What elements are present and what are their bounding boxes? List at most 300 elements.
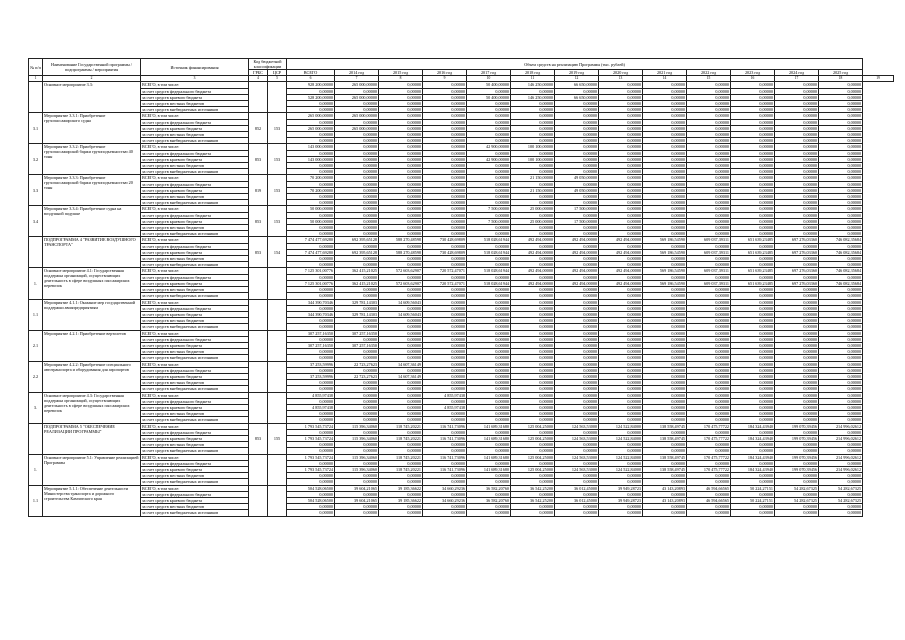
table-row bbox=[29, 318, 894, 324]
amount-cell: 307 257,16350 bbox=[287, 342, 335, 348]
column-index-cell: 7 bbox=[335, 76, 379, 82]
amount-cell: 0,00000 bbox=[819, 82, 863, 88]
column-index-cell: 9 bbox=[423, 76, 467, 82]
amount-cell: 0,00000 bbox=[379, 336, 423, 342]
amount-cell: 0,00000 bbox=[687, 442, 731, 448]
amount-cell: 0,00000 bbox=[467, 101, 511, 107]
amount-cell: 569 186,54590 bbox=[643, 268, 687, 274]
amount-cell: 0,00000 bbox=[467, 349, 511, 355]
amount-cell: 0,00000 bbox=[511, 442, 555, 448]
amount-cell: 492 494,00000 bbox=[599, 249, 643, 255]
amount-cell: 0,00000 bbox=[335, 175, 379, 181]
source-label: ВСЕГО, в том числе: bbox=[141, 144, 249, 150]
amount-cell: 0,00000 bbox=[775, 150, 819, 156]
amount-cell: 0,00000 bbox=[511, 101, 555, 107]
amount-cell: 0,00000 bbox=[379, 175, 423, 181]
amount-cell: 0,00000 bbox=[731, 355, 775, 361]
amount-cell: 0,00000 bbox=[467, 404, 511, 410]
amount-cell: 0,00000 bbox=[599, 311, 643, 317]
header-year: 2020 год bbox=[599, 70, 643, 76]
table-body bbox=[29, 76, 894, 516]
amount-cell: 0,00000 bbox=[731, 293, 775, 299]
source-label: за счет средств федерального бюджета bbox=[141, 212, 249, 218]
source-label: за счет средств местных бюджетов bbox=[141, 442, 249, 448]
amount-cell: 66 650,00000 bbox=[555, 94, 599, 100]
code-grbs: 852 bbox=[249, 113, 268, 144]
amount-cell: 0,00000 bbox=[555, 156, 599, 162]
amount-cell: 0,00000 bbox=[423, 398, 467, 404]
row-name: Мероприятие 3.3.4: Приобретение судна на воздушной подушке bbox=[43, 206, 141, 237]
amount-cell: 0,00000 bbox=[687, 187, 731, 193]
amount-cell: 0,00000 bbox=[687, 336, 731, 342]
amount-cell: 0,00000 bbox=[423, 101, 467, 107]
amount-cell: 125 004,25000 bbox=[511, 466, 555, 472]
source-label: за счет средств краевого бюджета bbox=[141, 218, 249, 224]
amount-cell: 0,00000 bbox=[819, 373, 863, 379]
amount-cell: 0,00000 bbox=[379, 398, 423, 404]
amount-cell: 0,00000 bbox=[423, 181, 467, 187]
amount-cell: 0,00000 bbox=[335, 318, 379, 324]
amount-cell: 0,00000 bbox=[775, 218, 819, 224]
row-number: 3.2 bbox=[29, 144, 43, 175]
amount-cell: 0,00000 bbox=[687, 101, 731, 107]
column-index-cell: 3 bbox=[141, 76, 249, 82]
amount-cell: 0,00000 bbox=[643, 212, 687, 218]
amount-cell: 0,00000 bbox=[467, 274, 511, 280]
amount-cell: 0,00000 bbox=[335, 411, 379, 417]
amount-cell: 0,00000 bbox=[423, 510, 467, 516]
amount-cell: 0,00000 bbox=[731, 163, 775, 169]
amount-cell: 0,00000 bbox=[555, 212, 599, 218]
amount-cell: 0,00000 bbox=[731, 181, 775, 187]
table-row bbox=[29, 293, 894, 299]
amount-cell: 0,00000 bbox=[467, 256, 511, 262]
amount-cell: 0,00000 bbox=[379, 206, 423, 212]
amount-cell: 0,00000 bbox=[599, 305, 643, 311]
code-grbs bbox=[249, 268, 268, 299]
amount-cell: 0,00000 bbox=[467, 510, 511, 516]
amount-cell: 0,00000 bbox=[599, 119, 643, 125]
amount-cell: 138 558,49745 bbox=[643, 435, 687, 441]
amount-cell: 0,00000 bbox=[555, 510, 599, 516]
amount-cell: 0,00000 bbox=[423, 107, 467, 113]
amount-cell: 0,00000 bbox=[555, 380, 599, 386]
amount-cell: 0,00000 bbox=[511, 361, 555, 367]
code-grbs bbox=[249, 392, 268, 423]
amount-cell: 746 082,35684 bbox=[819, 280, 863, 286]
amount-cell: 0,00000 bbox=[467, 355, 511, 361]
amount-cell: 0,00000 bbox=[775, 305, 819, 311]
amount-cell: 0,00000 bbox=[819, 324, 863, 330]
row-name: Мероприятие 4.2.2: Приобретение специального автотранспорта и оборудования для аэропортов bbox=[43, 361, 141, 392]
amount-cell: 0,00000 bbox=[335, 336, 379, 342]
amount-cell: 0,00000 bbox=[287, 336, 335, 342]
amount-cell: 0,00000 bbox=[731, 473, 775, 479]
amount-cell: 0,00000 bbox=[599, 150, 643, 156]
amount-cell: 0,00000 bbox=[819, 349, 863, 355]
amount-cell: 0,00000 bbox=[379, 132, 423, 138]
source-label: за счет средств местных бюджетов bbox=[141, 504, 249, 510]
amount-cell: 0,00000 bbox=[775, 429, 819, 435]
amount-cell: 115 396,34060 bbox=[335, 454, 379, 460]
amount-cell: 0,00000 bbox=[599, 460, 643, 466]
amount-cell: 0,00000 bbox=[467, 150, 511, 156]
amount-cell: 344 390,70346 bbox=[287, 299, 335, 305]
amount-cell: 0,00000 bbox=[423, 411, 467, 417]
amount-cell: 37 253,59996 bbox=[287, 361, 335, 367]
source-label: ВСЕГО, в том числе: bbox=[141, 175, 249, 181]
amount-cell: 7 125 301,00776 bbox=[287, 268, 335, 274]
amount-cell: 0,00000 bbox=[643, 94, 687, 100]
amount-cell: 0,00000 bbox=[819, 442, 863, 448]
amount-cell: 1 793 545,73724 bbox=[287, 454, 335, 460]
amount-cell: 0,00000 bbox=[511, 243, 555, 249]
amount-cell: 0,00000 bbox=[687, 293, 731, 299]
amount-cell: 0,00000 bbox=[467, 367, 511, 373]
amount-cell: 307 257,16350 bbox=[335, 342, 379, 348]
amount-cell: 0,00000 bbox=[819, 342, 863, 348]
amount-cell: 0,00000 bbox=[687, 287, 731, 293]
amount-cell: 0,00000 bbox=[643, 243, 687, 249]
amount-cell: 0,00000 bbox=[731, 101, 775, 107]
amount-cell: 0,00000 bbox=[775, 132, 819, 138]
amount-cell: 0,00000 bbox=[643, 404, 687, 410]
table-row bbox=[29, 249, 894, 255]
source-label: за счет средств федерального бюджета bbox=[141, 88, 249, 94]
source-label: за счет средств федерального бюджета bbox=[141, 305, 249, 311]
table-row bbox=[29, 491, 894, 497]
amount-cell: 0,00000 bbox=[423, 373, 467, 379]
amount-cell: 7 500,00000 bbox=[467, 218, 511, 224]
amount-cell: 39 604,21065 bbox=[335, 498, 379, 504]
source-label: за счет средств внебюджетных источников bbox=[141, 386, 249, 392]
amount-cell: 0,00000 bbox=[555, 361, 599, 367]
table-row bbox=[29, 280, 894, 286]
source-label: за счет средств краевого бюджета bbox=[141, 342, 249, 348]
amount-cell: 0,00000 bbox=[819, 429, 863, 435]
amount-cell: 0,00000 bbox=[731, 442, 775, 448]
amount-cell: 115 396,34060 bbox=[335, 423, 379, 429]
amount-cell: 928 200,00000 bbox=[287, 82, 335, 88]
amount-cell: 0,00000 bbox=[423, 367, 467, 373]
amount-cell: 0,00000 bbox=[687, 404, 731, 410]
source-label: за счет средств краевого бюджета bbox=[141, 94, 249, 100]
amount-cell: 0,00000 bbox=[335, 150, 379, 156]
amount-cell: 0,00000 bbox=[731, 206, 775, 212]
amount-cell: 0,00000 bbox=[423, 169, 467, 175]
amount-cell: 0,00000 bbox=[819, 361, 863, 367]
source-label: за счет средств внебюджетных источников bbox=[141, 479, 249, 485]
amount-cell: 199 070,39456 bbox=[775, 466, 819, 472]
code-csr: 153 bbox=[268, 175, 287, 206]
amount-cell: 0,00000 bbox=[555, 491, 599, 497]
row-number: 3.1 bbox=[29, 113, 43, 144]
amount-cell: 0,00000 bbox=[379, 380, 423, 386]
amount-cell: 0,00000 bbox=[775, 361, 819, 367]
amount-cell: 0,00000 bbox=[555, 169, 599, 175]
amount-cell: 0,00000 bbox=[775, 107, 819, 113]
header-num: № п/п bbox=[29, 59, 43, 76]
amount-cell: 0,00000 bbox=[687, 392, 731, 398]
amount-cell: 0,00000 bbox=[287, 349, 335, 355]
amount-cell: 0,00000 bbox=[775, 125, 819, 131]
amount-cell: 21 150,00000 bbox=[511, 175, 555, 181]
amount-cell: 0,00000 bbox=[687, 324, 731, 330]
amount-cell: 492 494,00000 bbox=[511, 249, 555, 255]
amount-cell: 0,00000 bbox=[467, 398, 511, 404]
source-label: ВСЕГО, в том числе: bbox=[141, 299, 249, 305]
amount-cell: 0,00000 bbox=[687, 262, 731, 268]
amount-cell: 0,00000 bbox=[599, 491, 643, 497]
amount-cell: 0,00000 bbox=[731, 243, 775, 249]
header-year: 2014 год bbox=[335, 70, 379, 76]
column-index-cell: 18 bbox=[819, 76, 863, 82]
amount-cell: 0,00000 bbox=[775, 330, 819, 336]
amount-cell: 0,00000 bbox=[467, 305, 511, 311]
amount-cell: 0,00000 bbox=[335, 442, 379, 448]
amount-cell: 0,00000 bbox=[423, 305, 467, 311]
table-row bbox=[29, 361, 894, 367]
amount-cell: 124 563,53000 bbox=[555, 423, 599, 429]
code-grbs: 853 bbox=[249, 237, 268, 268]
amount-cell: 138 558,49745 bbox=[643, 423, 687, 429]
row-name: ПОДПРОГРАММА 5 "ОБЕСПЕЧЕНИЕ РЕАЛИЗАЦИИ ПРОГРАММЫ" bbox=[43, 423, 141, 454]
amount-cell: 0,00000 bbox=[731, 299, 775, 305]
amount-cell: 0,00000 bbox=[775, 311, 819, 317]
amount-cell: 0,00000 bbox=[775, 373, 819, 379]
amount-cell: 199 070,39456 bbox=[775, 435, 819, 441]
column-index-cell: 8 bbox=[379, 76, 423, 82]
amount-cell: 22 723,27623 bbox=[335, 361, 379, 367]
amount-cell: 0,00000 bbox=[599, 473, 643, 479]
amount-cell: 0,00000 bbox=[423, 386, 467, 392]
amount-cell: 0,00000 bbox=[775, 324, 819, 330]
amount-cell: 0,00000 bbox=[819, 181, 863, 187]
amount-cell: 0,00000 bbox=[287, 398, 335, 404]
amount-cell: 0,00000 bbox=[511, 398, 555, 404]
amount-cell: 0,00000 bbox=[555, 473, 599, 479]
amount-cell: 116 741,73096 bbox=[423, 454, 467, 460]
amount-cell: 0,00000 bbox=[775, 504, 819, 510]
amount-cell: 0,00000 bbox=[379, 119, 423, 125]
amount-cell: 0,00000 bbox=[731, 256, 775, 262]
amount-cell: 0,00000 bbox=[335, 293, 379, 299]
column-index-cell: 10 bbox=[467, 76, 511, 82]
amount-cell: 7 474 477,69280 bbox=[287, 249, 335, 255]
source-label: за счет средств внебюджетных источников bbox=[141, 169, 249, 175]
amount-cell: 0,00000 bbox=[511, 473, 555, 479]
source-label: за счет средств краевого бюджета bbox=[141, 435, 249, 441]
amount-cell: 0,00000 bbox=[555, 150, 599, 156]
amount-cell: 0,00000 bbox=[687, 448, 731, 454]
amount-cell: 746 082,35684 bbox=[819, 268, 863, 274]
amount-cell: 0,00000 bbox=[775, 231, 819, 237]
source-label: за счет средств местных бюджетов bbox=[141, 163, 249, 169]
amount-cell: 25 000,00000 bbox=[511, 206, 555, 212]
row-name: Мероприятие 4.2.1: Приобретение вертолетов bbox=[43, 330, 141, 361]
source-label: за счет средств федерального бюджета bbox=[141, 398, 249, 404]
amount-cell: 697 276,03360 bbox=[775, 268, 819, 274]
amount-cell: 0,00000 bbox=[379, 411, 423, 417]
amount-cell: 0,00000 bbox=[379, 404, 423, 410]
amount-cell: 0,00000 bbox=[643, 156, 687, 162]
amount-cell: 0,00000 bbox=[775, 293, 819, 299]
amount-cell: 0,00000 bbox=[555, 479, 599, 485]
amount-cell: 0,00000 bbox=[555, 398, 599, 404]
row-name: Мероприятие 3.3.1: Приобретение грузопассажирского судна bbox=[43, 113, 141, 144]
amount-cell: 0,00000 bbox=[599, 429, 643, 435]
amount-cell: 0,00000 bbox=[687, 386, 731, 392]
amount-cell: 0,00000 bbox=[731, 318, 775, 324]
column-index-cell: 5 bbox=[268, 76, 287, 82]
amount-cell: 0,00000 bbox=[687, 88, 731, 94]
amount-cell: 0,00000 bbox=[335, 510, 379, 516]
amount-cell: 0,00000 bbox=[287, 274, 335, 280]
amount-cell: 0,00000 bbox=[555, 336, 599, 342]
amount-cell: 0,00000 bbox=[511, 274, 555, 280]
amount-cell: 0,00000 bbox=[687, 113, 731, 119]
amount-cell: 0,00000 bbox=[775, 380, 819, 386]
amount-cell: 0,00000 bbox=[511, 163, 555, 169]
amount-cell: 0,00000 bbox=[379, 442, 423, 448]
column-index-cell: 1 bbox=[29, 76, 43, 82]
amount-cell: 0,00000 bbox=[335, 305, 379, 311]
amount-cell: 0,00000 bbox=[423, 460, 467, 466]
amount-cell: 39 185,36622 bbox=[379, 485, 423, 491]
amount-cell: 0,00000 bbox=[775, 287, 819, 293]
amount-cell: 0,00000 bbox=[687, 175, 731, 181]
amount-cell: 0,00000 bbox=[643, 411, 687, 417]
amount-cell: 138 558,49745 bbox=[643, 454, 687, 460]
amount-cell: 39 949,28723 bbox=[599, 498, 643, 504]
amount-cell: 265 000,00000 bbox=[287, 113, 335, 119]
amount-cell: 70 200,00000 bbox=[287, 175, 335, 181]
amount-cell: 0,00000 bbox=[287, 107, 335, 113]
amount-cell: 0,00000 bbox=[467, 287, 511, 293]
amount-cell: 0,00000 bbox=[687, 150, 731, 156]
amount-cell: 146 250,00000 bbox=[511, 82, 555, 88]
amount-cell: 0,00000 bbox=[731, 510, 775, 516]
source-label: за счет средств местных бюджетов bbox=[141, 256, 249, 262]
amount-cell: 0,00000 bbox=[731, 392, 775, 398]
amount-cell: 0,00000 bbox=[379, 218, 423, 224]
table-row bbox=[29, 380, 894, 386]
amount-cell: 0,00000 bbox=[687, 169, 731, 175]
amount-cell: 0,00000 bbox=[643, 460, 687, 466]
amount-cell: 0,00000 bbox=[731, 107, 775, 113]
amount-cell: 0,00000 bbox=[555, 460, 599, 466]
amount-cell: 609 037,39311 bbox=[687, 237, 731, 243]
amount-cell: 0,00000 bbox=[819, 231, 863, 237]
amount-cell: 0,00000 bbox=[819, 380, 863, 386]
amount-cell: 0,00000 bbox=[819, 274, 863, 280]
amount-cell: 0,00000 bbox=[379, 386, 423, 392]
code-csr bbox=[268, 268, 287, 299]
amount-cell: 692 395,65128 bbox=[335, 237, 379, 243]
row-number: 3. bbox=[29, 392, 43, 423]
amount-cell: 0,00000 bbox=[731, 361, 775, 367]
amount-cell: 0,00000 bbox=[731, 398, 775, 404]
amount-cell: 697 276,03360 bbox=[775, 280, 819, 286]
amount-cell: 730 428,69809 bbox=[423, 249, 467, 255]
amount-cell: 4 855,97438 bbox=[423, 404, 467, 410]
amount-cell: 116 741,73096 bbox=[423, 466, 467, 472]
source-label: за счет средств краевого бюджета bbox=[141, 156, 249, 162]
amount-cell: 0,00000 bbox=[335, 225, 379, 231]
amount-cell: 0,00000 bbox=[819, 225, 863, 231]
amount-cell: 0,00000 bbox=[335, 479, 379, 485]
amount-cell: 50 224,27151 bbox=[731, 498, 775, 504]
amount-cell: 0,00000 bbox=[731, 448, 775, 454]
amount-cell: 0,00000 bbox=[731, 274, 775, 280]
amount-cell: 0,00000 bbox=[379, 305, 423, 311]
amount-cell: 0,00000 bbox=[511, 510, 555, 516]
source-label: за счет средств федерального бюджета bbox=[141, 460, 249, 466]
amount-cell: 0,00000 bbox=[287, 194, 335, 200]
row-number: 3.4 bbox=[29, 206, 43, 237]
source-label: ВСЕГО, в том числе: bbox=[141, 423, 249, 429]
amount-cell: 0,00000 bbox=[335, 156, 379, 162]
amount-cell: 36 582,20760 bbox=[467, 485, 511, 491]
amount-cell: 0,00000 bbox=[423, 318, 467, 324]
amount-cell: 0,00000 bbox=[511, 367, 555, 373]
table-row bbox=[29, 237, 894, 243]
source-label: ВСЕГО, в том числе: bbox=[141, 330, 249, 336]
table-row bbox=[29, 299, 894, 305]
table-row bbox=[29, 200, 894, 206]
amount-cell: 0,00000 bbox=[775, 262, 819, 268]
amount-cell: 0,00000 bbox=[775, 82, 819, 88]
amount-cell: 307 257,16350 bbox=[335, 330, 379, 336]
amount-cell: 0,00000 bbox=[423, 243, 467, 249]
amount-cell: 0,00000 bbox=[731, 212, 775, 218]
amount-cell: 0,00000 bbox=[335, 88, 379, 94]
amount-cell: 0,00000 bbox=[643, 218, 687, 224]
amount-cell: 0,00000 bbox=[555, 311, 599, 317]
row-name: ПОДПРОГРАММА 4 "РАЗВИТИЕ ВОЗДУШНОГО ТРАНСПОРТА" bbox=[43, 237, 141, 268]
amount-cell: 0,00000 bbox=[423, 156, 467, 162]
amount-cell: 569 186,54590 bbox=[643, 280, 687, 286]
table-row bbox=[29, 435, 894, 441]
amount-cell: 0,00000 bbox=[423, 82, 467, 88]
code-grbs: 853 bbox=[249, 423, 268, 454]
amount-cell: 0,00000 bbox=[643, 373, 687, 379]
amount-cell: 0,00000 bbox=[335, 274, 379, 280]
amount-cell: 0,00000 bbox=[643, 355, 687, 361]
amount-cell: 0,00000 bbox=[687, 429, 731, 435]
amount-cell: 0,00000 bbox=[555, 318, 599, 324]
amount-cell: 39 604,21065 bbox=[335, 485, 379, 491]
row-name: Мероприятие 3.3.3: Приобретение грузопассажирской баржи грузоподъемностью 20 тонн bbox=[43, 175, 141, 206]
row-number bbox=[29, 237, 43, 268]
amount-cell: 0,00000 bbox=[555, 367, 599, 373]
amount-cell: 0,00000 bbox=[643, 398, 687, 404]
table-row bbox=[29, 349, 894, 355]
amount-cell: 265 000,00000 bbox=[335, 82, 379, 88]
amount-cell: 0,00000 bbox=[819, 212, 863, 218]
amount-cell: 651 639,23485 bbox=[731, 268, 775, 274]
amount-cell: 0,00000 bbox=[643, 163, 687, 169]
amount-cell: 0,00000 bbox=[819, 305, 863, 311]
amount-cell: 0,00000 bbox=[819, 256, 863, 262]
table-row bbox=[29, 404, 894, 410]
amount-cell: 0,00000 bbox=[819, 119, 863, 125]
amount-cell: 0,00000 bbox=[423, 150, 467, 156]
amount-cell: 0,00000 bbox=[643, 138, 687, 144]
amount-cell: 0,00000 bbox=[511, 404, 555, 410]
source-label: за счет средств местных бюджетов bbox=[141, 380, 249, 386]
amount-cell: 0,00000 bbox=[423, 119, 467, 125]
